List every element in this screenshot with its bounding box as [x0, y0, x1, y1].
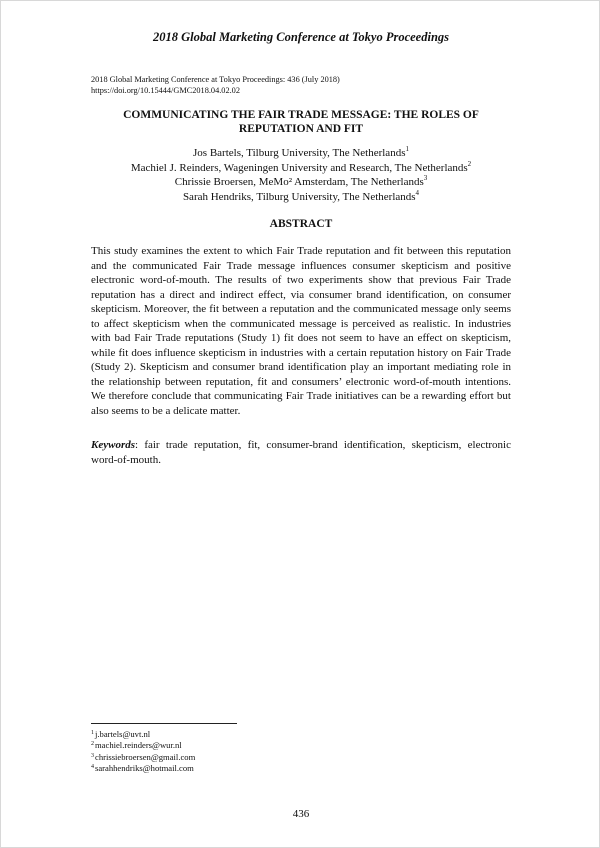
- footnote-number: 4: [91, 764, 94, 771]
- title-line: COMMUNICATING THE FAIR TRADE MESSAGE: THE ROLES OF: [123, 109, 479, 121]
- title-line: REPUTATION AND FIT: [238, 123, 364, 135]
- author-line: [61, 175, 541, 190]
- author-affiliation: Chrissie Broersen, MeMo² Amsterdam, The Netherlands: [174, 176, 424, 189]
- author-line: [61, 161, 541, 176]
- author-line: [61, 146, 541, 161]
- citation-line: 2018 Global Marketing Conference at Tokyo Proceedings: 436 (July 2018): [91, 75, 340, 84]
- footnote-marker: 3: [423, 174, 428, 183]
- abstract-text: This study examines the extent to which Fair Trade reputation and fit between this reputation and the communicated Fair Trade message influences consumer skepticism and positive electronic word-of-mouth. The results of two experiments show that previous Fair Trade reputation has a direct and indirect effect, via consumer brand identification, on consumer skepticism. Moreover, the fit between a reputation and the communicated message only seems to affect skepticism when the communicated message is perceived as realistic. In industries with bad Fair Trade reputations (Study 1) fit does not seem to have an effect on skepticism, while fit does influence skepticism in industries with a certain reputation history on Fair Trade (Study 2). Skepticism and consumer brand identification play an important mediating role in the relationship between reputation, fit and consumers’ electronic word-of-mouth intentions. We therefore conclude that communicating Fair Trade initiatives can be a rewarding effort but also seems to be a delicate matter.: [91, 245, 511, 418]
- author-affiliation: Jos Bartels, Tilburg University, The Netherlands: [193, 147, 406, 159]
- footnote: [91, 740, 391, 751]
- footnotes: [91, 729, 391, 775]
- footnote-email: j.bartels@uvt.nl: [95, 729, 151, 739]
- keywords-label: Keywords: [91, 439, 135, 451]
- running-head: 2018 Global Marketing Conference at Tokyo Proceedings: [152, 30, 450, 44]
- abstract-heading: ABSTRACT: [269, 218, 333, 230]
- footnote-email: chrissiebroersen@gmail.com: [95, 751, 196, 762]
- footnote-marker: 1: [405, 145, 409, 153]
- footnote-number: 3: [91, 752, 94, 759]
- footnote-number: 2: [91, 741, 94, 748]
- footnote-divider: [91, 723, 237, 724]
- footnote-email: sarahhendriks@hotmail.com: [95, 763, 194, 774]
- footnote-number: 1: [91, 730, 94, 736]
- doi-line: https://doi.org/10.15444/GMC2018.04.02.02: [91, 86, 240, 95]
- footnote-marker: 2: [467, 159, 472, 168]
- page-number: 436: [292, 808, 310, 820]
- footnote: [91, 763, 391, 774]
- keywords-text: fair trade reputation, fit, consumer-brand identification, skepticism, electronic word-of-mouth.: [91, 439, 511, 466]
- author-affiliation: Sarah Hendriks, Tilburg University, The Netherlands: [182, 190, 416, 203]
- author-affiliation: Machiel J. Reinders, Wageningen University and Research, The Netherlands: [130, 161, 468, 174]
- paper-title: [81, 108, 521, 136]
- author-list: [61, 146, 541, 204]
- keywords-paragraph: [91, 438, 511, 467]
- footnote-marker: 4: [415, 188, 420, 197]
- keywords-separator: :: [135, 439, 139, 451]
- footnote-email: machiel.reinders@wur.nl: [95, 740, 182, 751]
- footnote: [91, 752, 391, 763]
- author-line: [61, 190, 541, 205]
- footnote: [91, 729, 391, 740]
- citation-block: [91, 74, 511, 96]
